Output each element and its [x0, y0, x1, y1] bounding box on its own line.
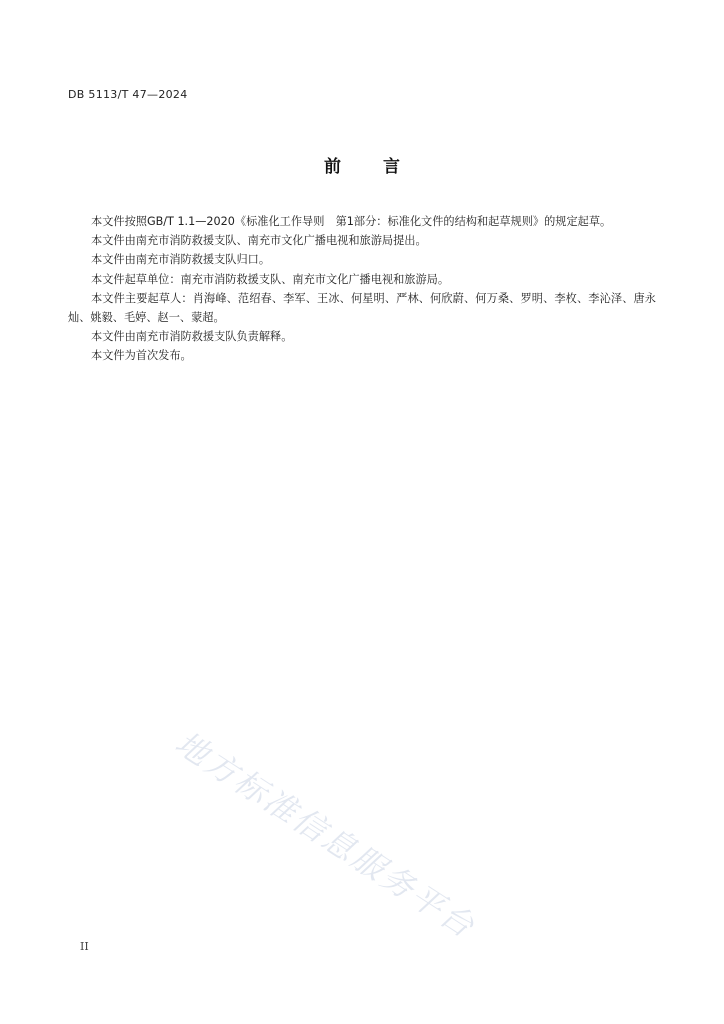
paragraph-main-drafters: 本文件主要起草人：肖海峰、范绍春、李军、王冰、何星明、严林、何欣蔚、何万桑、罗明、李枚、李沁泽、唐永灿、姚毅、毛婷、赵一、蒙超。 — [68, 291, 656, 325]
title-char-1: 前 — [324, 157, 341, 177]
paragraph-first-release: 本文件为首次发布。 — [91, 349, 192, 363]
paragraph-centralized-unit: 本文件由南充市消防救援支队归口。 — [91, 253, 271, 267]
document-code: DB 5113/T 47—2024 — [68, 88, 188, 101]
title-char-2: 言 — [383, 157, 400, 177]
paragraph-drafting-basis: 本文件按照GB/T 1.1—2020《标准化工作导则 第1部分：标准化文件的结构和起草规则》的规定起草。 — [91, 215, 612, 228]
paragraph-drafting-units: 本文件起草单位：南充市消防救援支队、南充市文化广播电视和旅游局。 — [91, 272, 450, 286]
paragraph-interpretation: 本文件由南充市消防救援支队负责解释。 — [91, 330, 293, 344]
watermark-text: 地方标准信息服务平台 — [168, 723, 483, 947]
page-title — [0, 152, 724, 177]
page-number: II — [80, 940, 89, 953]
paragraph-proposer: 本文件由南充市消防救援支队、南充市文化广播电视和旅游局提出。 — [91, 234, 427, 248]
foreword-body — [68, 212, 656, 366]
